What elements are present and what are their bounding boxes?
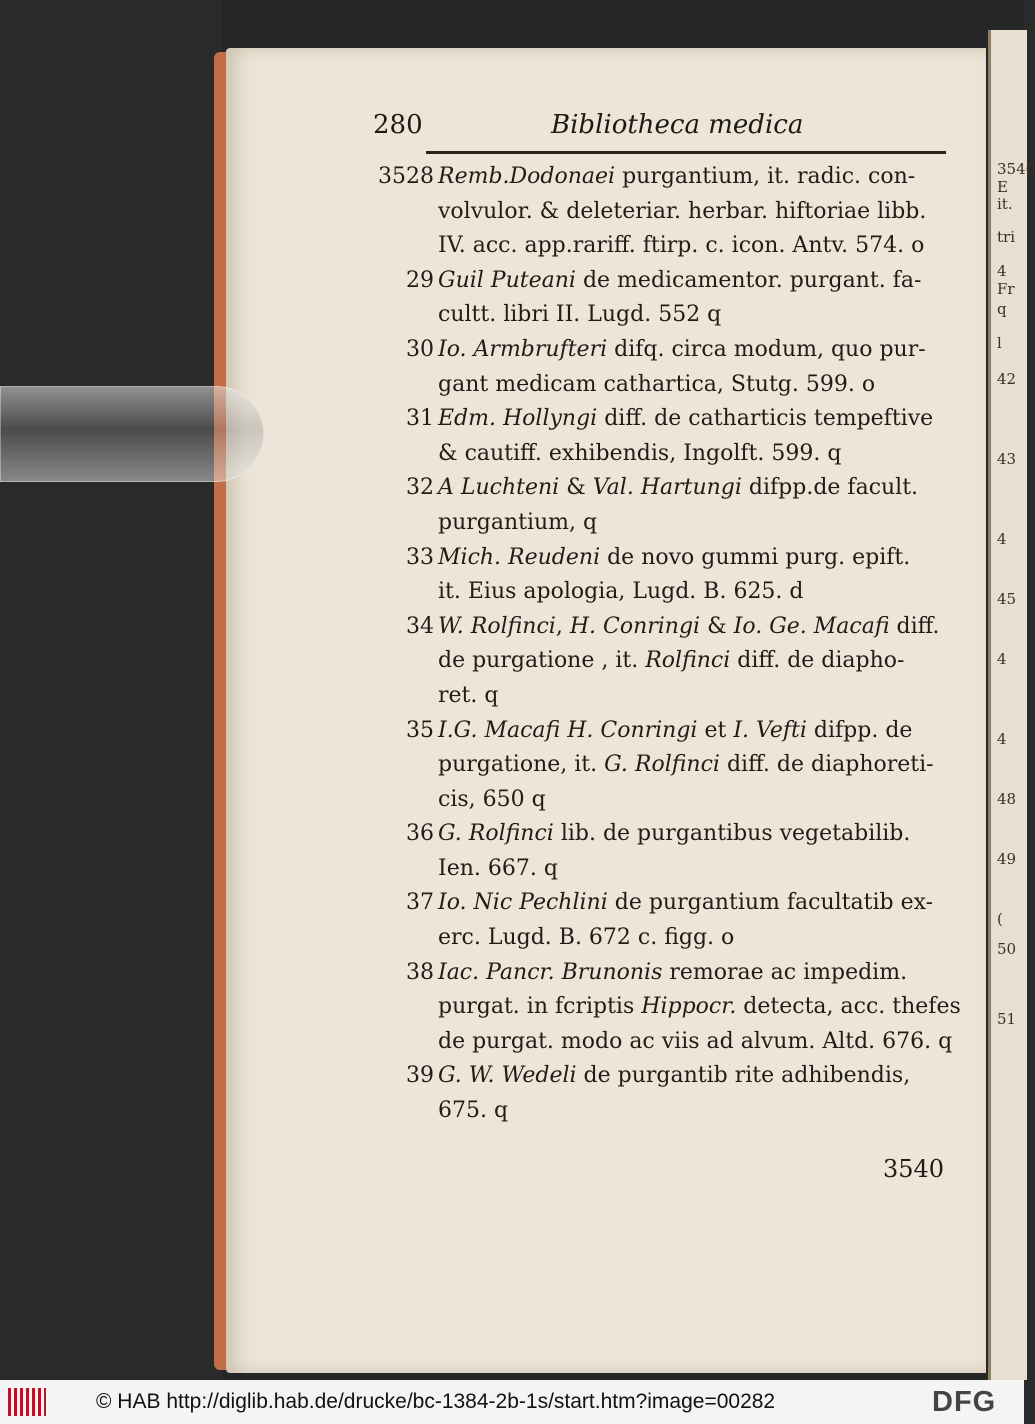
glass-page-holder: [0, 386, 264, 482]
entry-number: 3528: [378, 164, 434, 189]
entry-text: ret. q: [438, 682, 499, 708]
header-rule: [426, 151, 946, 154]
facing-page-fragment: 45: [997, 590, 1017, 608]
entry-line: [438, 748, 950, 783]
entry-line: [438, 886, 950, 921]
entry-text: de purgantib rite adhibendis,: [576, 1063, 911, 1089]
entry-text: &: [700, 613, 734, 639]
entry-line: [438, 1059, 950, 1094]
copyright-link[interactable]: © HAB http://diglib.hab.de/drucke/bc-1384-2b-1s/start.htm?image=00282: [96, 1390, 776, 1413]
dfg-logo: DFG: [932, 1386, 997, 1418]
entry-text: diff. de diaphoreti-: [719, 752, 934, 778]
bibliography-entry: [370, 471, 950, 540]
entry-text: de novo gummi purg. epift.: [600, 544, 911, 570]
entry-line: [438, 506, 950, 541]
footer-bar: [0, 1380, 1024, 1424]
bibliography-entry: [370, 956, 961, 1060]
entry-text: de purgat. modo ac viis ad alvum. Altd. 676. q: [438, 1028, 953, 1054]
facing-page-fragment: tri: [997, 228, 1015, 246]
facing-page-fragment: 50: [997, 940, 1017, 958]
entry-line: [438, 1094, 950, 1129]
entry-line: [438, 333, 950, 368]
bibliography-entry: [370, 714, 950, 818]
entry-text: et: [697, 717, 734, 743]
entry-number: 35: [406, 717, 434, 743]
entry-number: 34: [406, 613, 434, 639]
facing-page-fragment: 42: [997, 370, 1017, 388]
bibliography-entry: [370, 333, 950, 402]
entry-text: diff. de catharticis tempeftive: [597, 406, 934, 432]
entry-text: Ien. 667. q: [438, 855, 558, 881]
entry-line: [438, 471, 950, 506]
bibliography-entry: [370, 264, 950, 333]
facing-page-fragment: 43: [997, 450, 1017, 468]
entry-text: volvulor. & deleteriar. herbar. hiftoriae libb.: [438, 198, 927, 224]
author-name: Mich. Reudeni: [438, 544, 601, 570]
entry-text: diff. de diapho-: [730, 648, 905, 674]
entry-text: difpp. de: [806, 717, 913, 743]
facing-page-fragment: l: [997, 334, 1002, 352]
facing-page-fragment: 3540 E: [997, 160, 1035, 196]
entry-line: [438, 852, 950, 887]
entry-text: difq. circa modum, quo pur-: [607, 336, 926, 362]
entry-line: [438, 990, 961, 1025]
facing-page-fragment: 51: [997, 1010, 1017, 1028]
entry-number: 37: [406, 890, 434, 916]
facing-page-fragment: q: [997, 300, 1007, 318]
facing-page-fragment: 4: [997, 530, 1007, 548]
entry-text: de purgantium facultatib ex-: [607, 890, 934, 916]
author-name: Io. Nic Pechlini: [438, 890, 608, 916]
entry-line: [438, 195, 950, 230]
entry-text: purgat. in fcriptis: [438, 994, 642, 1020]
entry-number: 39: [406, 1063, 434, 1089]
entry-line: [438, 817, 950, 852]
entry-text: IV. acc. app.rariff. ftirp. c. icon. Antv. 574. o: [438, 233, 925, 259]
entry-text: purgatione, it.: [438, 752, 605, 778]
entry-line: [438, 575, 950, 610]
running-title: Bibliotheca medica: [551, 110, 804, 140]
entry-line: [438, 644, 950, 679]
entry-text: 675. q: [438, 1098, 509, 1124]
entry-line: [438, 264, 950, 299]
author-name: Iac. Pancr. Brunonis: [438, 959, 663, 985]
entry-line: [438, 1025, 953, 1060]
entry-text: erc. Lugd. B. 672 c. figg. o: [438, 925, 735, 951]
author-name: Remb.Dodonaei: [438, 164, 616, 189]
author-name: Val. Hartungi: [592, 475, 742, 501]
entry-number: 38: [406, 959, 434, 985]
author-name: H. Conringi: [569, 613, 701, 639]
author-name: Io. Armbrufteri: [438, 336, 608, 362]
entry-line: [438, 921, 950, 956]
facing-page-fragment: 4: [997, 730, 1007, 748]
bibliography-entry: [370, 402, 950, 471]
entry-number: 31: [406, 406, 434, 432]
catchword: 3540: [883, 1155, 945, 1183]
author-name: Rolfinci: [645, 648, 731, 674]
author-name: Io. Ge. Macafi: [733, 613, 890, 639]
entry-line: [438, 956, 950, 991]
entry-line: [438, 783, 950, 818]
author-name: A Luchteni: [438, 475, 560, 501]
entry-number: 29: [406, 267, 434, 293]
entry-text: cis, 650 q: [438, 786, 546, 812]
bibliography-entry: [370, 541, 950, 610]
barcode-icon: [8, 1388, 46, 1416]
facing-page-edge: [988, 30, 1035, 1380]
entry-number: 33: [406, 544, 434, 570]
bibliography-entry: [370, 160, 950, 264]
bibliography-entry: [370, 886, 950, 955]
entry-line: [438, 229, 950, 264]
entry-text: &: [559, 475, 593, 501]
bibliography-list: [370, 160, 961, 1129]
entry-text: gant medicam cathartica, Stutg. 599. o: [438, 371, 876, 397]
dark-backdrop: [0, 0, 222, 1380]
bibliography-entry: [370, 610, 950, 714]
entry-text: difpp.de facult.: [741, 475, 919, 501]
entry-text: & cautiff. exhibendis, Ingolft. 599. q: [438, 440, 842, 466]
entry-text: it. Eius apologia, Lugd. B. 625. d: [438, 579, 804, 605]
entry-line: [438, 610, 950, 645]
author-name: W. Rolfinci: [438, 613, 556, 639]
entry-line: [438, 402, 950, 437]
author-name: Hippocr.: [641, 994, 737, 1020]
entry-text: de medicamentor. purgant. fa-: [575, 267, 922, 293]
author-name: G. Rolfinci: [604, 752, 720, 778]
author-name: Edm. Hollyngi: [438, 406, 598, 432]
facing-page-fragment: 4: [997, 650, 1007, 668]
entry-line: [438, 437, 950, 472]
facing-page-fragment: it.: [997, 195, 1013, 213]
entry-line: [438, 714, 950, 749]
entry-line: [438, 298, 950, 333]
bibliography-entry: [370, 1059, 950, 1128]
facing-page-fragment: (: [997, 910, 1003, 928]
entry-text: lib. de purgantibus vegetabilib.: [553, 821, 911, 847]
bibliography-entry: [370, 817, 950, 886]
page-number: 280: [373, 110, 423, 140]
entry-text: purgantium, it. radic. con-: [615, 164, 916, 189]
entry-text: diff.: [889, 613, 940, 639]
facing-page-fragment: 4 Fr: [997, 262, 1015, 298]
entry-number: 30: [406, 336, 434, 362]
author-name: I. Vefti: [733, 717, 807, 743]
entry-text: remorae ac impedim.: [662, 959, 908, 985]
entry-line: [438, 541, 950, 576]
author-name: G. Rolfinci: [438, 821, 554, 847]
entry-text: purgantium, q: [438, 509, 598, 535]
entry-text: de purgatione , it.: [438, 648, 646, 674]
entry-text: ,: [555, 613, 570, 639]
facing-page-fragment: 49: [997, 850, 1017, 868]
facing-page-fragment: 48: [997, 790, 1017, 808]
page-header: [373, 110, 943, 144]
entry-text: detecta, acc. thefes: [736, 994, 961, 1020]
entry-line: [438, 368, 950, 403]
entry-line: [438, 160, 950, 195]
entry-line: [438, 679, 950, 714]
author-name: I.G. Macafi H. Conringi: [438, 717, 698, 743]
author-name: G. W. Wedeli: [438, 1063, 577, 1089]
entry-number: 32: [406, 475, 434, 501]
entry-text: cultt. libri II. Lugd. 552 q: [438, 302, 722, 328]
entry-number: 36: [406, 821, 434, 847]
author-name: Guil Puteani: [438, 267, 576, 293]
